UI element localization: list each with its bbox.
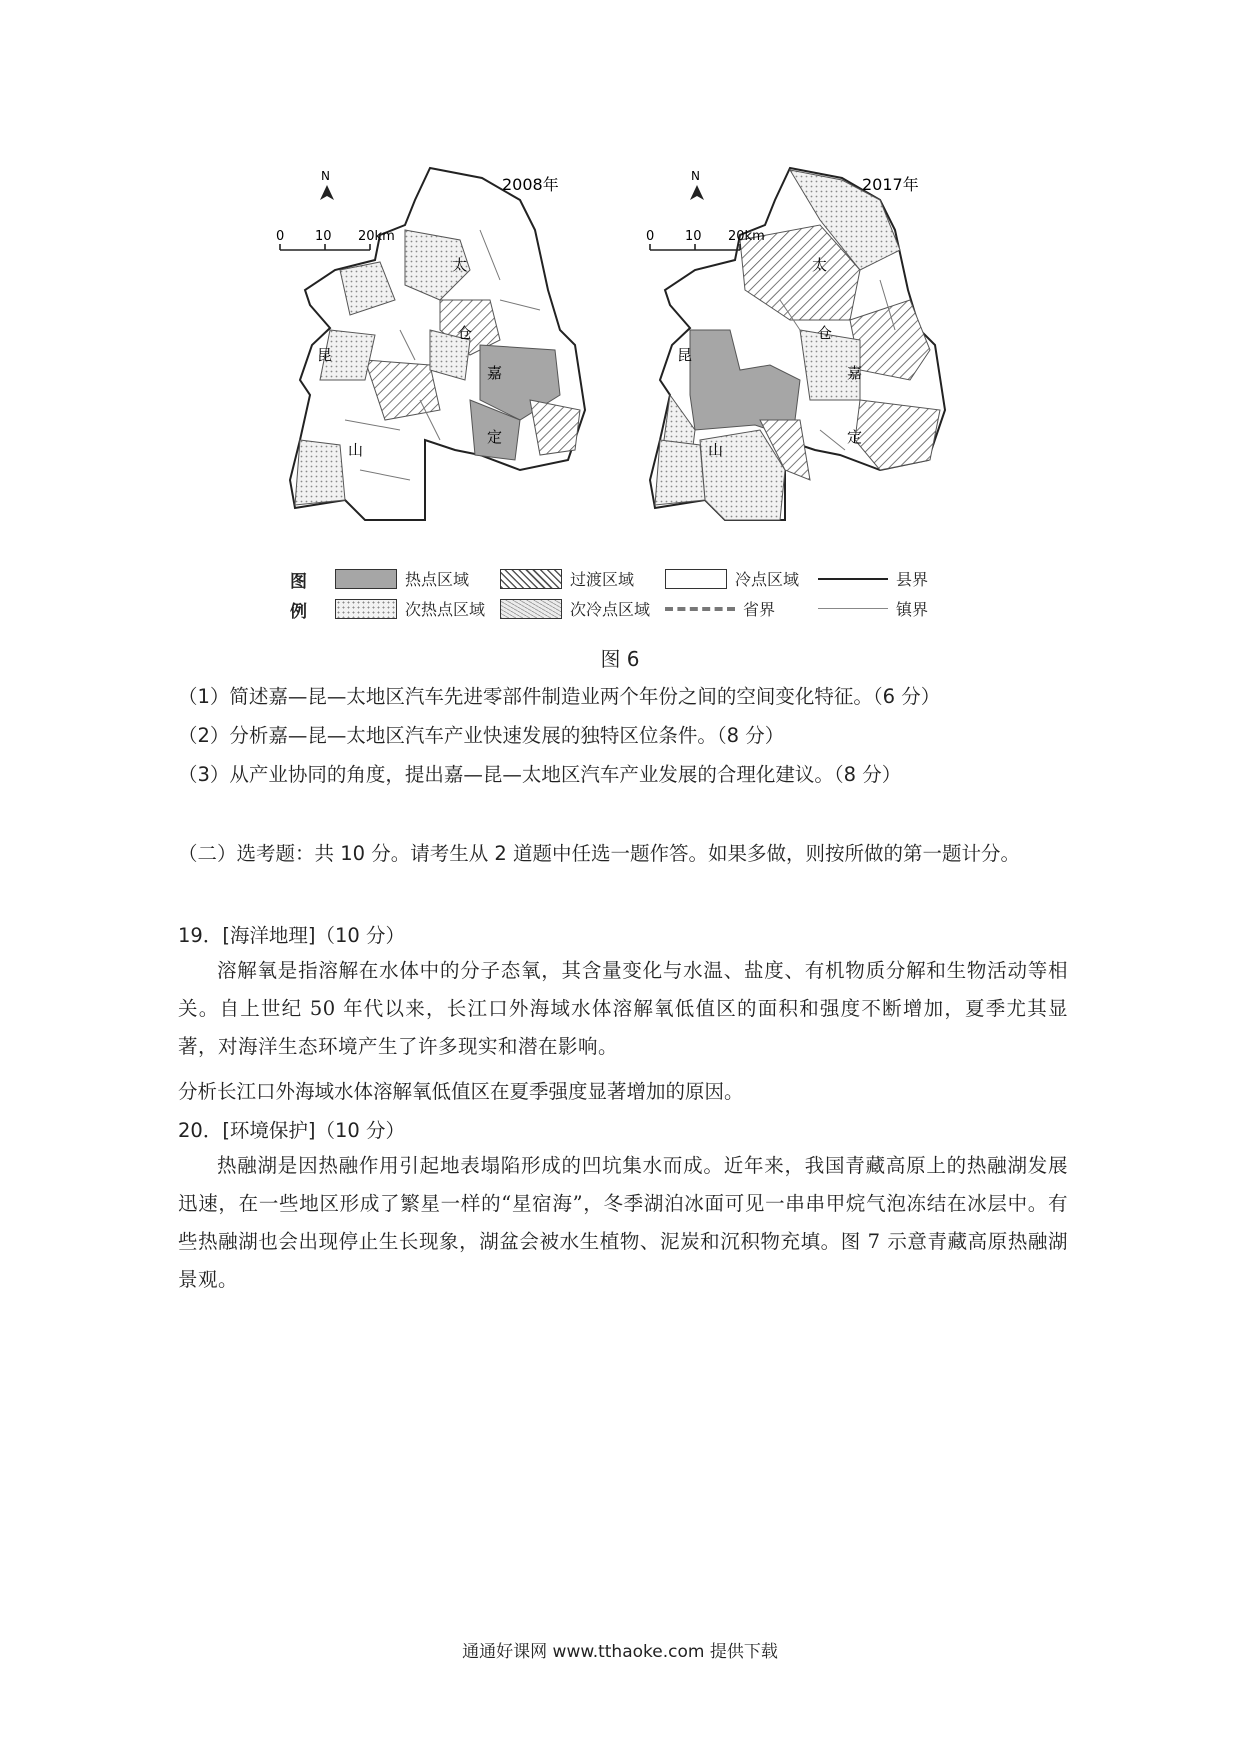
legend-head-2: 例 [290,602,307,622]
map-2008-label-cang: 仓 [457,324,473,342]
legend-town-label: 镇界 [896,600,929,619]
legend-county [818,567,928,590]
map-2008-label-jia: 嘉 [487,364,503,382]
figure-caption: 图 6 [600,647,640,671]
map-2017-label-jia: 嘉 [847,364,863,382]
legend-province-line [665,607,735,611]
legend-province-label: 省界 [743,600,776,619]
legend-province [665,597,775,620]
legend-hot [335,567,469,590]
q20-text: 热融湖是因热融作用引起地表塌陷形成的凹坑集水而成。近年来，我国青藏高原上的热融湖发展迅速，在一些地区形成了繁星一样的“星宿海”，冬季湖泊冰面可见一串串甲烷气泡冻结在冰层中。有些热融湖也会出现停止生长现象，湖盆会被水生植物、泥炭和沉积物充填。图 7 示意青藏高原热融湖景观。 [178,1154,1068,1291]
legend-county-line [818,578,888,580]
legend-transition [500,567,634,590]
map-2008-label-tai: 太 [452,256,468,274]
legend-subcold-swatch [500,599,562,619]
map-figure [0,0,1240,560]
legend-cold-label: 冷点区域 [735,570,800,589]
legend-town [818,597,928,620]
map-2017-scale-t1: 10 [685,229,702,244]
map-2008-label-shan: 山 [348,441,364,459]
map-2017-scale-t0: 0 [646,229,655,244]
map-2008-scale-t1: 10 [315,229,332,244]
map-2008 [276,168,585,520]
legend-subhot [335,597,485,620]
map-2017-label-kun: 昆 [677,346,693,364]
map-2017-label-shan: 山 [708,441,724,459]
map-2017-north-arrow [690,169,704,200]
legend-hot-label: 热点区域 [405,570,470,589]
question-2: （2）分析嘉—昆—太地区汽车产业快速发展的独特区位条件。（8 分） [178,724,785,747]
map-2017-year: 2017年 [862,175,919,194]
figure-6 [0,0,1240,671]
q19-text: 溶解氧是指溶解在水体中的分子态氧，其含量变化与水温、盐度、有机物质分解和生物活动等相关。自上世纪 50 年代以来，长江口外海域水体溶解氧低值区的面积和强度不断增加，夏季尤其显著，对海洋生态环境产生了许多现实和潜在影响。 [178,959,1068,1058]
legend-cold-swatch [665,569,727,589]
legend-subcold-label: 次冷点区域 [570,600,651,619]
q20-title: 20．[环境保护]（10 分） [178,1119,406,1142]
legend-subhot-label: 次热点区域 [405,600,486,619]
map-2008-label-ding: 定 [487,428,503,446]
legend-cold [665,567,799,590]
legend-county-label: 县界 [896,570,929,589]
map-2017-scale-t2: 20km [728,229,765,244]
map-2017-label-tai: 太 [812,256,828,274]
page-footer: 通通好课网 www.tthaoke.com 提供下载 [462,1642,778,1662]
map-2017-label-ding: 定 [847,428,863,446]
map-2008-scale-t0: 0 [276,229,285,244]
q19-title: 19．[海洋地理]（10 分） [178,924,406,947]
map-2017-north-label: N [691,169,700,183]
map-2008-north-label: N [321,169,330,183]
map-legend [290,565,930,625]
map-2017-label-cang: 仓 [817,324,833,342]
question-1: （1）简述嘉—昆—太地区汽车先进零部件制造业两个年份之间的空间变化特征。（6 分） [178,685,941,708]
legend-transition-swatch [500,569,562,589]
question-3: （3）从产业协同的角度，提出嘉—昆—太地区汽车产业发展的合理化建议。（8 分） [178,763,902,786]
section-2-intro: （二）选考题：共 10 分。请考生从 2 道题中任选一题作答。如果多做，则按所做的第一题计分。 [178,842,1021,865]
legend-subhot-swatch [335,599,397,619]
map-2008-scale-t2: 20km [358,229,395,244]
legend-subcold [500,597,650,620]
map-2008-north-arrow [320,169,334,200]
legend-head-1: 图 [290,572,307,592]
map-2017 [646,168,945,520]
q19-task: 分析长江口外海域水体溶解氧低值区在夏季强度显著增加的原因。 [178,1080,744,1103]
map-2008-year: 2008年 [502,175,559,194]
legend-transition-label: 过渡区域 [570,570,635,589]
legend-hot-swatch [335,569,397,589]
legend-town-line [818,608,888,609]
map-2008-label-kun: 昆 [317,346,333,364]
